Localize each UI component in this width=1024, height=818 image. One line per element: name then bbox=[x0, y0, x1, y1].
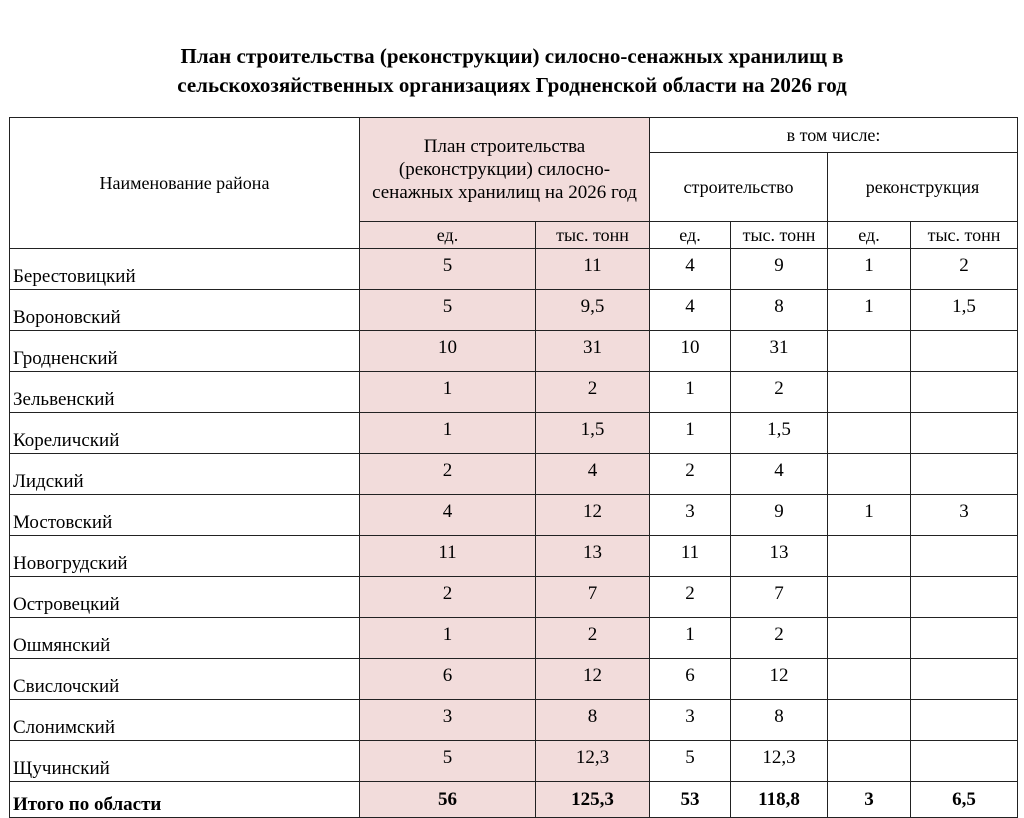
district-name: Свислочский bbox=[10, 659, 360, 700]
table-row bbox=[10, 290, 1018, 331]
header-construction: строительство bbox=[650, 153, 828, 222]
cell-build-count: 1 bbox=[650, 413, 731, 454]
cell-plan-count: 5 bbox=[360, 249, 536, 290]
cell-recon-tons bbox=[911, 577, 1018, 618]
cell-recon-count: 3 bbox=[828, 782, 911, 818]
cell-plan-tons: 12 bbox=[536, 659, 650, 700]
cell-plan-count: 4 bbox=[360, 495, 536, 536]
cell-plan-tons: 125,3 bbox=[536, 782, 650, 818]
unit-build-tons: тыс. тонн bbox=[731, 222, 828, 249]
cell-plan-count: 2 bbox=[360, 454, 536, 495]
cell-build-tons: 118,8 bbox=[731, 782, 828, 818]
cell-plan-count: 5 bbox=[360, 741, 536, 782]
cell-recon-tons bbox=[911, 413, 1018, 454]
cell-build-count: 11 bbox=[650, 536, 731, 577]
cell-build-tons: 7 bbox=[731, 577, 828, 618]
cell-plan-count: 56 bbox=[360, 782, 536, 818]
cell-recon-count: 1 bbox=[828, 290, 911, 331]
cell-plan-count: 10 bbox=[360, 331, 536, 372]
cell-build-tons: 2 bbox=[731, 618, 828, 659]
cell-build-count: 53 bbox=[650, 782, 731, 818]
cell-plan-tons: 11 bbox=[536, 249, 650, 290]
cell-build-count: 4 bbox=[650, 290, 731, 331]
cell-plan-tons: 8 bbox=[536, 700, 650, 741]
cell-plan-tons: 31 bbox=[536, 331, 650, 372]
cell-build-tons: 31 bbox=[731, 331, 828, 372]
cell-build-count: 1 bbox=[650, 372, 731, 413]
cell-build-tons: 8 bbox=[731, 290, 828, 331]
total-row bbox=[10, 782, 1018, 818]
cell-build-tons: 12 bbox=[731, 659, 828, 700]
cell-plan-tons: 12,3 bbox=[536, 741, 650, 782]
district-name: Лидский bbox=[10, 454, 360, 495]
table-row bbox=[10, 700, 1018, 741]
cell-build-tons: 12,3 bbox=[731, 741, 828, 782]
cell-recon-count bbox=[828, 618, 911, 659]
cell-recon-count bbox=[828, 372, 911, 413]
cell-build-tons: 9 bbox=[731, 495, 828, 536]
cell-recon-tons: 3 bbox=[911, 495, 1018, 536]
cell-build-tons: 4 bbox=[731, 454, 828, 495]
cell-plan-count: 5 bbox=[360, 290, 536, 331]
header-plan: План строительства (реконструкции) силосно-сенажных хранилищ на 2026 год bbox=[360, 118, 650, 222]
total-label: Итого по области bbox=[10, 782, 360, 818]
document-title bbox=[0, 42, 1024, 100]
cell-recon-count bbox=[828, 413, 911, 454]
cell-recon-count bbox=[828, 331, 911, 372]
cell-recon-tons bbox=[911, 536, 1018, 577]
district-name: Гродненский bbox=[10, 331, 360, 372]
title-line-2: сельскохозяйственных организациях Гродненской области на 2026 год bbox=[177, 73, 847, 97]
table-row bbox=[10, 577, 1018, 618]
cell-recon-count bbox=[828, 741, 911, 782]
cell-build-count: 10 bbox=[650, 331, 731, 372]
cell-build-tons: 1,5 bbox=[731, 413, 828, 454]
cell-recon-count bbox=[828, 454, 911, 495]
unit-plan-count: ед. bbox=[360, 222, 536, 249]
unit-build-count: ед. bbox=[650, 222, 731, 249]
district-name: Новогрудский bbox=[10, 536, 360, 577]
cell-recon-count bbox=[828, 659, 911, 700]
cell-build-count: 6 bbox=[650, 659, 731, 700]
cell-recon-tons: 6,5 bbox=[911, 782, 1018, 818]
cell-recon-tons: 2 bbox=[911, 249, 1018, 290]
cell-plan-tons: 12 bbox=[536, 495, 650, 536]
cell-build-count: 5 bbox=[650, 741, 731, 782]
cell-build-count: 3 bbox=[650, 495, 731, 536]
district-name: Кореличский bbox=[10, 413, 360, 454]
district-name: Мостовский bbox=[10, 495, 360, 536]
title-line-1: План строительства (реконструкции) силосно-сенажных хранилищ в bbox=[180, 44, 844, 68]
table-row bbox=[10, 249, 1018, 290]
cell-recon-tons bbox=[911, 741, 1018, 782]
unit-plan-tons: тыс. тонн bbox=[536, 222, 650, 249]
cell-recon-count: 1 bbox=[828, 495, 911, 536]
table-row bbox=[10, 372, 1018, 413]
cell-plan-count: 3 bbox=[360, 700, 536, 741]
cell-plan-count: 1 bbox=[360, 413, 536, 454]
cell-plan-tons: 9,5 bbox=[536, 290, 650, 331]
cell-recon-tons bbox=[911, 659, 1018, 700]
cell-build-count: 2 bbox=[650, 454, 731, 495]
cell-plan-count: 11 bbox=[360, 536, 536, 577]
district-name: Ошмянский bbox=[10, 618, 360, 659]
district-name: Берестовицкий bbox=[10, 249, 360, 290]
district-name: Щучинский bbox=[10, 741, 360, 782]
table-row bbox=[10, 495, 1018, 536]
cell-build-count: 2 bbox=[650, 577, 731, 618]
cell-recon-count: 1 bbox=[828, 249, 911, 290]
cell-plan-tons: 7 bbox=[536, 577, 650, 618]
cell-recon-tons: 1,5 bbox=[911, 290, 1018, 331]
table-row bbox=[10, 741, 1018, 782]
table-row bbox=[10, 454, 1018, 495]
cell-plan-count: 6 bbox=[360, 659, 536, 700]
cell-build-count: 1 bbox=[650, 618, 731, 659]
district-name: Вороновский bbox=[10, 290, 360, 331]
unit-recon-tons: тыс. тонн bbox=[911, 222, 1018, 249]
cell-build-count: 3 bbox=[650, 700, 731, 741]
cell-recon-tons bbox=[911, 331, 1018, 372]
cell-build-tons: 2 bbox=[731, 372, 828, 413]
cell-recon-tons bbox=[911, 454, 1018, 495]
table-row bbox=[10, 536, 1018, 577]
cell-recon-count bbox=[828, 577, 911, 618]
cell-plan-tons: 2 bbox=[536, 618, 650, 659]
unit-recon-count: ед. bbox=[828, 222, 911, 249]
header-including: в том числе: bbox=[650, 118, 1018, 153]
district-name: Островецкий bbox=[10, 577, 360, 618]
plan-table bbox=[9, 117, 1018, 818]
district-name: Зельвенский bbox=[10, 372, 360, 413]
cell-plan-tons: 2 bbox=[536, 372, 650, 413]
cell-recon-count bbox=[828, 700, 911, 741]
cell-recon-tons bbox=[911, 618, 1018, 659]
cell-plan-tons: 13 bbox=[536, 536, 650, 577]
table-row bbox=[10, 331, 1018, 372]
cell-plan-tons: 1,5 bbox=[536, 413, 650, 454]
table-row bbox=[10, 659, 1018, 700]
cell-build-tons: 8 bbox=[731, 700, 828, 741]
cell-build-tons: 13 bbox=[731, 536, 828, 577]
table-row bbox=[10, 618, 1018, 659]
cell-plan-count: 1 bbox=[360, 372, 536, 413]
cell-recon-tons bbox=[911, 372, 1018, 413]
cell-recon-count bbox=[828, 536, 911, 577]
header-reconstruction: реконструкция bbox=[828, 153, 1018, 222]
table-row bbox=[10, 413, 1018, 454]
district-name: Слонимский bbox=[10, 700, 360, 741]
cell-build-tons: 9 bbox=[731, 249, 828, 290]
cell-plan-count: 1 bbox=[360, 618, 536, 659]
cell-build-count: 4 bbox=[650, 249, 731, 290]
cell-plan-count: 2 bbox=[360, 577, 536, 618]
header-district: Наименование района bbox=[10, 118, 360, 249]
cell-recon-tons bbox=[911, 700, 1018, 741]
cell-plan-tons: 4 bbox=[536, 454, 650, 495]
